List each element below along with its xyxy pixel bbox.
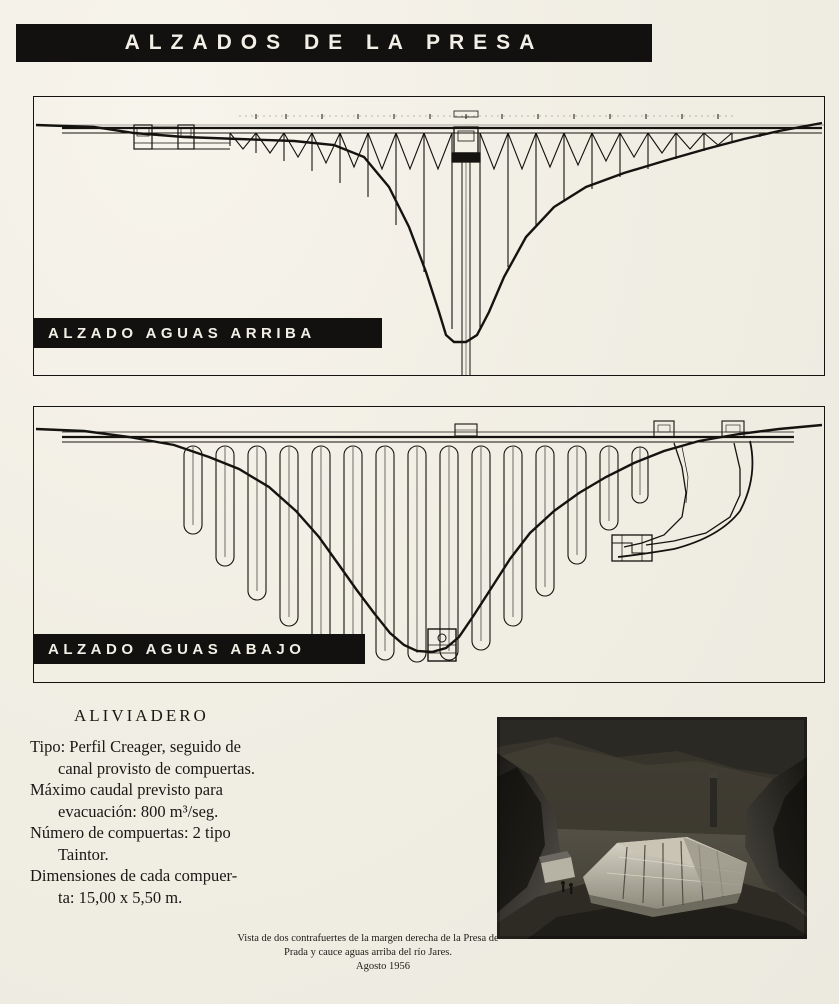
crest-structures — [455, 421, 744, 437]
photo-content — [497, 717, 807, 939]
caption-line-2: la Presa de Prada y cauce aguas arriba del río Jares. — [284, 933, 499, 958]
figure-label-upstream: ALZADO AGUAS ARRIBA — [34, 318, 382, 348]
page-title: ALZADOS DE LA PRESA — [16, 24, 652, 62]
spillway-chute — [612, 441, 752, 561]
spec-line: Taintor. — [58, 844, 109, 864]
photo-caption — [232, 932, 504, 974]
central-intake-tower — [450, 127, 484, 375]
spec-line: canal provisto de compuertas. — [58, 758, 256, 778]
spec-line: evacuación: 800 m³/seg. — [58, 801, 219, 821]
spillway-heading: ALIVIADERO — [74, 706, 209, 725]
caption-date: Agosto 1956 — [356, 961, 410, 972]
crest-railing-ticks — [239, 111, 734, 119]
site-photograph — [497, 717, 807, 939]
caption-line-1: Vista de dos contrafuertes de la margen derecha de — [237, 933, 451, 944]
spec-line: Número de compuertas: 2 tipo — [30, 823, 231, 842]
spec-line: ta: 15,00 x 5,50 m. — [58, 887, 183, 907]
spec-line: Máximo caudal previsto para — [30, 780, 223, 799]
figure-downstream-elevation — [33, 406, 825, 683]
spec-line: Dimensiones de cada compuer- — [30, 866, 238, 885]
spillway-specs — [30, 706, 460, 908]
spec-line: Tipo: Perfil Creager, seguido de — [30, 737, 241, 756]
figure-label-downstream: ALZADO AGUAS ABAJO — [34, 634, 365, 664]
figure-upstream-elevation — [33, 96, 825, 376]
